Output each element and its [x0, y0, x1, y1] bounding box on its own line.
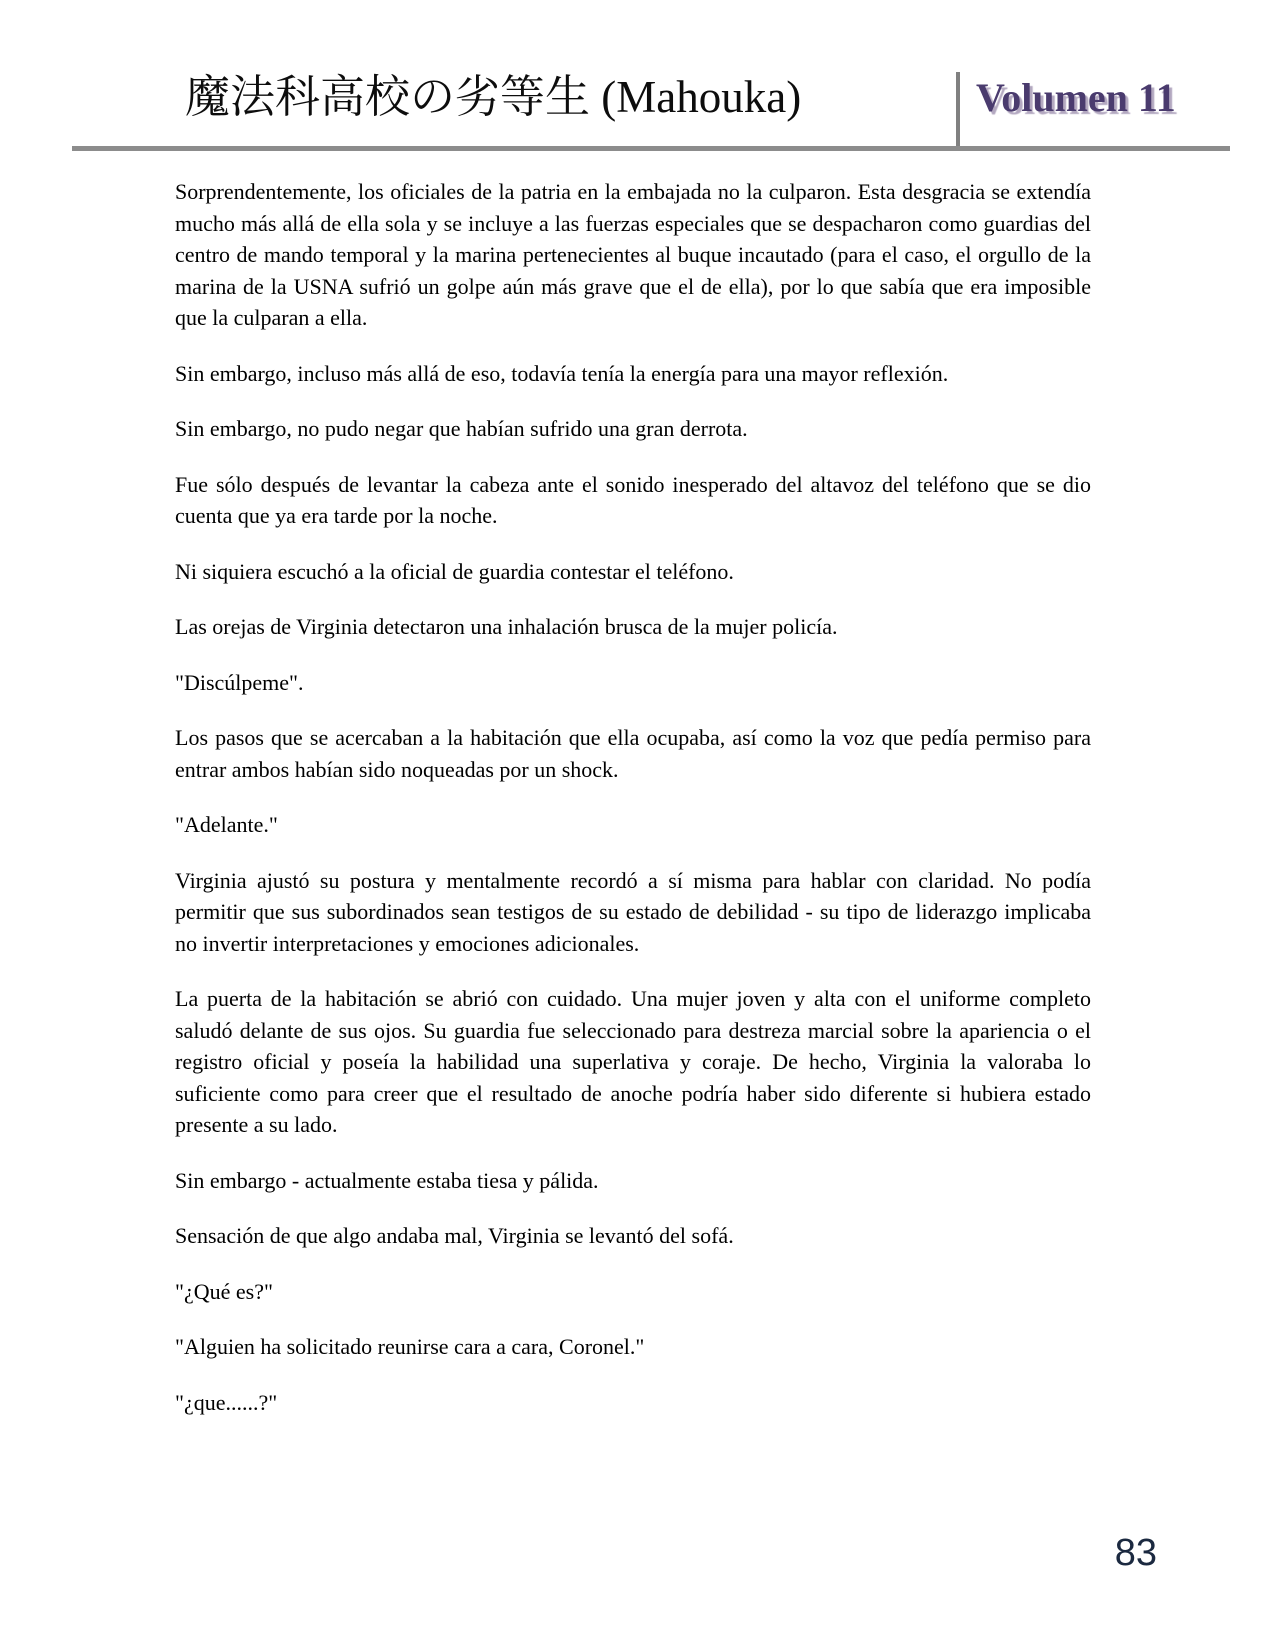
- paragraph: Sin embargo - actualmente estaba tiesa y pálida.: [175, 1167, 599, 1193]
- paragraph: La puerta de la habitación se abrió con cuidado. Una mujer joven y alta con el uniforme completo saludó delante de sus ojos. Su guardia fue seleccionado para destreza marcial sobre la apariencia o el registro oficial y poseía la habilidad una superlativa y coraje. De hecho, Virginia la valoraba lo suficiente como para creer que el resultado de anoche podría haber sido diferente si hubiera estado presente a su lado.: [175, 986, 1091, 1137]
- paragraph: "¿Qué es?": [175, 1278, 273, 1304]
- header-horizontal-rule: [72, 146, 1230, 151]
- paragraph: Las orejas de Virginia detectaron una inhalación brusca de la mujer policía.: [175, 614, 838, 639]
- document-body: [175, 176, 1091, 1442]
- paragraph: Sin embargo, incluso más allá de eso, todavía tenía la energía para una mayor reflexión.: [175, 360, 949, 386]
- paragraph: "Discúlpeme".: [175, 669, 304, 695]
- paragraph: Virginia ajustó su postura y mentalmente recordó a sí misma para hablar con claridad. No podía permitir que sus subordinados sean testigos de su estado de debilidad - su tipo de liderazgo implicaba no invertir interpretaciones y emociones adicionales.: [175, 867, 1091, 956]
- paragraph: Los pasos que se acercaban a la habitación que ella ocupaba, así como la voz que pedía permiso para entrar ambos habían sido noqueadas por un shock.: [175, 725, 1091, 782]
- paragraph: Ni siquiera escuchó a la oficial de guardia contestar el teléfono.: [175, 558, 734, 584]
- paragraph: Sorprendentemente, los oficiales de la patria en la embajada no la culparon. Esta desgracia se extendía mucho más allá de ella sola y se incluye a las fuerzas especiales que se despacharon como guardias del centro de mando temporal y la marina pertenecientes al buque incautado (para el caso, el orgullo de la marina de la USNA sufrió un golpe aún más grave que el de ella), por lo que sabía que era imposible que la culparan a ella.: [175, 179, 1091, 330]
- paragraph: Fue sólo después de levantar la cabeza ante el sonido inesperado del altavoz del teléfono que se dio cuenta que ya era tarde por la noche.: [175, 471, 1091, 528]
- volume-label: Volumen 11: [976, 75, 1176, 120]
- paragraph: "¿que......?": [175, 1389, 278, 1415]
- page-number: 83: [1114, 1532, 1157, 1574]
- header-vertical-divider: [956, 72, 960, 150]
- paragraph: Sin embargo, no pudo negar que habían sufrido una gran derrota.: [175, 416, 748, 441]
- paragraph: "Adelante.": [175, 812, 278, 837]
- paragraph: "Alguien ha solicitado reunirse cara a cara, Coronel.": [175, 1334, 645, 1359]
- document-title: 魔法科高校の劣等生 (Mahouka): [185, 72, 802, 122]
- paragraph: Sensación de que algo andaba mal, Virginia se levantó del sofá.: [175, 1223, 734, 1248]
